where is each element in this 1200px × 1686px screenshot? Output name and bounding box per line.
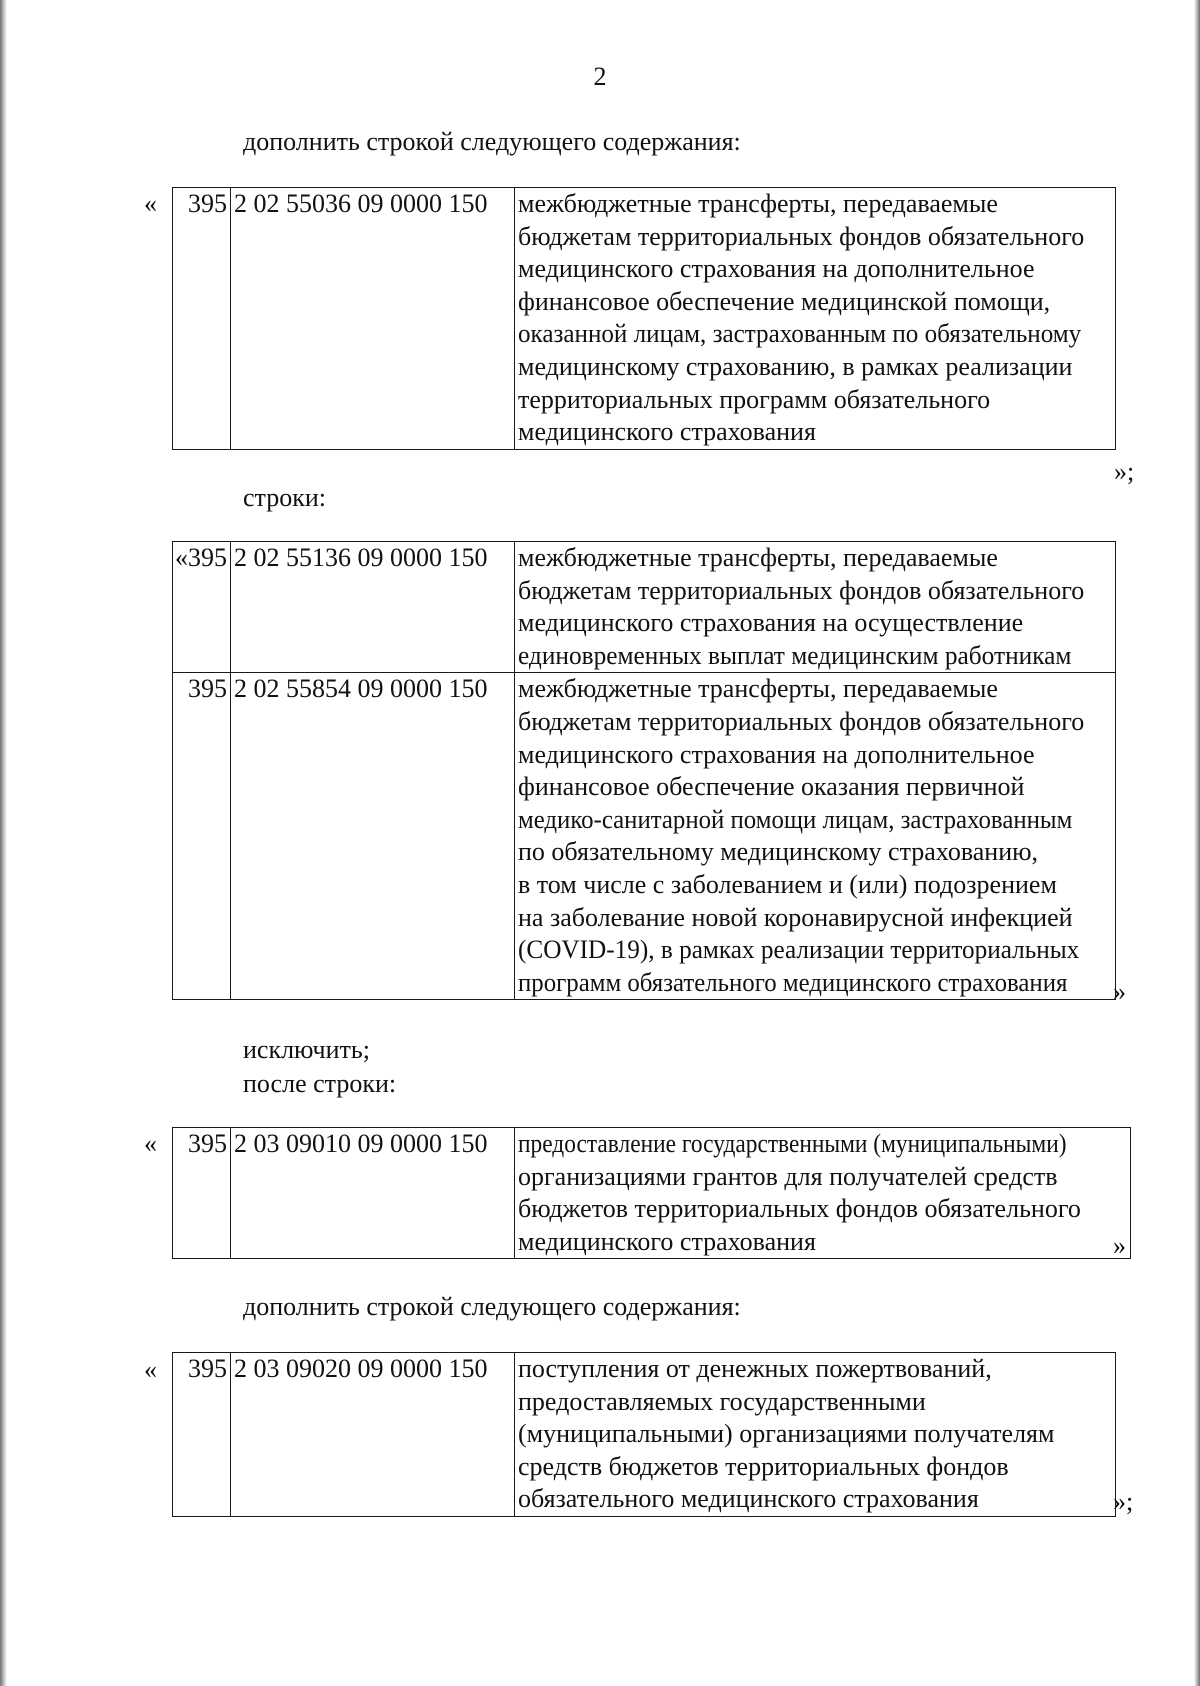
description-line: бюджетам территориальных фондов обязательного <box>518 221 1085 251</box>
paragraph-add-row: дополнить строкой следующего содержания: <box>243 1292 741 1321</box>
description-line: организациями грантов для получателей средств <box>518 1161 1058 1191</box>
kbk-code-cell: 2 02 55854 09 0000 150 <box>231 673 515 1000</box>
kbk-code-cell: 2 03 09020 09 0000 150 <box>231 1353 515 1517</box>
quote-close: »; <box>1113 1487 1134 1516</box>
budget-table <box>172 187 1116 450</box>
quote-close: » <box>1113 977 1126 1006</box>
description-line <box>518 967 1112 1000</box>
paragraph-after-row: после строки: <box>243 1069 397 1098</box>
budget-table <box>172 541 1116 1000</box>
description-line: обязательного медицинского страхования <box>518 1484 979 1514</box>
description-line: (муниципальными) организациями получателям <box>518 1419 1055 1449</box>
paragraph-rows: строки: <box>243 483 326 512</box>
description-line: межбюджетные трансферты, передаваемые <box>518 543 998 572</box>
description-line: межбюджетные трансферты, передаваемые <box>518 674 998 704</box>
description-cell <box>515 673 1116 1000</box>
quote-close: » <box>1113 1231 1126 1260</box>
description-line: медицинского страхования на дополнительное <box>518 739 1035 769</box>
description-cell <box>515 1353 1116 1517</box>
admin-code-cell: 395 <box>173 1128 231 1259</box>
quote-open: « <box>144 1355 157 1384</box>
description-line: медицинскому страхованию, в рамках реализации <box>518 351 1073 381</box>
description-line: по обязательному медицинскому страхованию, <box>518 837 1039 867</box>
kbk-code-cell: 2 02 55136 09 0000 150 <box>231 542 515 673</box>
description-line <box>518 934 1112 967</box>
description-line: медицинского страхования <box>518 1226 816 1256</box>
description-line <box>518 640 1112 673</box>
admin-code-cell: «395 <box>173 542 231 673</box>
budget-table <box>172 1127 1131 1259</box>
description-line: медицинского страхования на дополнительное <box>518 254 1035 284</box>
description-line: бюджетам территориальных фондов обязательного <box>518 575 1085 605</box>
quote-open: « <box>144 189 157 218</box>
description-line: бюджетам территориальных фондов обязательного <box>518 706 1085 736</box>
description-line-text: предоставление государственными (муниципальными) <box>518 1129 1067 1158</box>
paragraph-exclude: исключить; <box>243 1035 370 1064</box>
budget-table <box>172 1352 1116 1517</box>
description-line: средств бюджетов территориальных фондов <box>518 1451 1009 1481</box>
description-line: территориальных программ обязательного <box>518 384 991 414</box>
description-cell <box>515 1128 1131 1259</box>
description-line <box>518 318 1112 351</box>
description-line: поступления от денежных пожертвований, <box>518 1354 992 1383</box>
description-line: предоставляемых государственными <box>518 1386 926 1416</box>
description-line: на заболевание новой коронавирусной инфекцией <box>518 902 1073 932</box>
description-line: межбюджетные трансферты, передаваемые <box>518 189 998 218</box>
description-line: бюджетов территориальных фондов обязательного <box>518 1194 1081 1224</box>
kbk-code-cell: 2 02 55036 09 0000 150 <box>231 188 515 450</box>
quote-close: »; <box>1114 457 1135 486</box>
description-line-text: (COVID-19), в рамках реализации территориальных <box>518 935 1080 965</box>
description-line: финансовое обеспечение оказания первичной <box>518 772 1025 802</box>
description-line: медицинского страхования на осуществление <box>518 608 1024 638</box>
description-line-text: программ обязательного медицинского страхования <box>518 967 1068 997</box>
table-row <box>173 1128 1131 1259</box>
description-cell <box>515 542 1116 673</box>
scan-edge-left <box>0 0 7 1686</box>
description-line-text: медико-санитарной помощи лицам, застрахованным <box>518 804 1073 834</box>
description-line-text: единовременных выплат медицинским работникам <box>518 640 1072 670</box>
description-line-text: оказанной лицам, застрахованным по обязательному <box>518 319 1082 349</box>
page-number: 2 <box>593 62 607 91</box>
description-cell <box>515 188 1116 450</box>
admin-code-cell: 395 <box>173 188 231 450</box>
description-line: в том числе с заболеванием и (или) подозрением <box>518 869 1057 899</box>
admin-code-cell: 395 <box>173 1353 231 1517</box>
quote-open: « <box>144 1129 157 1158</box>
admin-code-cell: 395 <box>173 673 231 1000</box>
table-row <box>173 542 1116 673</box>
kbk-code-cell: 2 03 09010 09 0000 150 <box>231 1128 515 1259</box>
scan-edge-right <box>1194 0 1200 1686</box>
description-line: финансовое обеспечение медицинской помощи, <box>518 286 1051 316</box>
description-line <box>518 1128 1127 1161</box>
description-line <box>518 804 1112 837</box>
table-row <box>173 1353 1116 1517</box>
table-row <box>173 188 1116 450</box>
paragraph-add-row: дополнить строкой следующего содержания: <box>243 127 741 156</box>
description-line: медицинского страхования <box>518 417 816 447</box>
table-row <box>173 673 1116 1000</box>
